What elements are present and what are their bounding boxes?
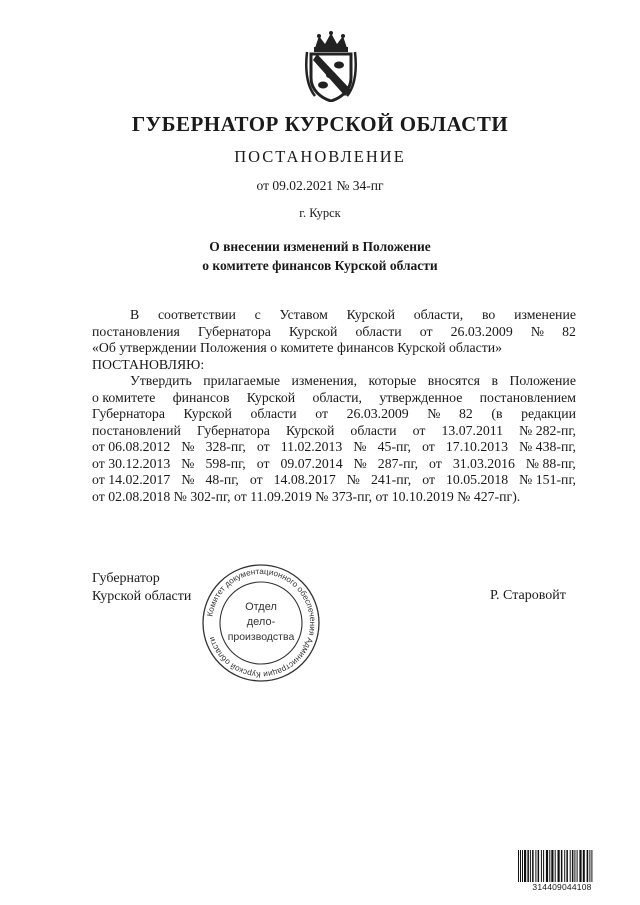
body-line	[92, 472, 576, 489]
body-word: Курской	[346, 307, 395, 322]
body-word: от	[256, 439, 270, 454]
body-word: финансов	[172, 389, 230, 405]
barcode-bar	[543, 850, 544, 882]
barcode-bar	[535, 850, 536, 882]
body-word: во	[482, 307, 496, 322]
barcode-bar	[546, 850, 548, 882]
body-word: №	[427, 406, 441, 421]
body-line	[92, 373, 576, 390]
body-word: Губернатора	[196, 422, 270, 438]
body-word: 11.02.2013	[280, 439, 343, 454]
body-line	[92, 406, 576, 423]
body-word: №	[181, 472, 195, 487]
body-word: В	[130, 307, 140, 322]
barcode-bar	[520, 850, 521, 882]
body-word: постановлением	[479, 389, 576, 405]
body-word: Курской	[289, 323, 338, 339]
barcode-bar	[527, 850, 529, 882]
body-word: с	[254, 307, 261, 322]
body-word: от	[422, 439, 435, 454]
body-word: №	[346, 472, 360, 487]
barcode-bar	[589, 850, 590, 882]
signature-position	[92, 570, 191, 606]
body-word: области,	[413, 307, 464, 322]
barcode-bar	[561, 850, 563, 882]
barcode-bar	[551, 850, 553, 882]
body-word: области	[355, 323, 402, 339]
subject-line-2: о комитете финансов Курской области	[202, 258, 438, 273]
body-word: ПОСТАНОВЛЯЮ:	[92, 356, 205, 372]
barcode-bar	[577, 850, 578, 882]
barcode-bar	[564, 850, 565, 882]
body-word: от	[422, 472, 435, 487]
issuer-title: ГУБЕРНАТОР КУРСКОЙ ОБЛАСТИ	[131, 112, 509, 136]
body-word: Утвердить	[130, 373, 192, 388]
body-word: Губернатора	[197, 323, 271, 339]
body-word: 26.03.2009	[346, 406, 409, 421]
body-word: 241-пг,	[370, 472, 412, 487]
document-subject	[0, 237, 640, 275]
barcode-bar	[541, 850, 542, 882]
signatory-name: Р. Старовойт	[490, 588, 566, 603]
body-word: 82	[459, 406, 473, 421]
body-line	[92, 423, 576, 440]
coat-of-arms-icon	[305, 30, 357, 102]
body-word: от 14.02.2017	[92, 472, 171, 487]
body-word: от	[256, 455, 270, 471]
barcode-bar	[583, 850, 585, 882]
stamp-ring-text: Комитет документационного обеспечения Администрации Курской области	[205, 566, 318, 680]
barcode-bar	[572, 850, 574, 882]
barcode-bar	[518, 850, 519, 882]
body-word: «Об утверждении Положения о комитете финансов Курской области»	[92, 340, 503, 355]
stamp-line-3: производства	[227, 631, 295, 643]
body-word: 82	[562, 323, 576, 339]
body-word: 48-пг,	[205, 472, 239, 487]
document-city: г. Курск	[299, 206, 341, 220]
barcode-bar	[566, 850, 568, 882]
paragraph-decision	[92, 373, 576, 505]
body-word: о комитете	[92, 389, 156, 405]
barcode-bar	[579, 850, 581, 882]
body-word: 26.03.2009	[450, 323, 513, 339]
body-word: (в	[491, 406, 503, 421]
body-word: № 88-пг,	[525, 455, 576, 471]
barcode-bar	[549, 850, 550, 882]
body-word: прилагаемые	[203, 373, 280, 388]
body-word: 09.07.2014	[280, 455, 343, 471]
document-date-number: от 09.02.2021 № 34-пг	[256, 178, 384, 193]
body-word: области,	[312, 389, 363, 405]
body-word: №	[353, 455, 367, 471]
body-word: редакции	[521, 406, 576, 421]
body-word: утвержденное	[379, 389, 463, 405]
body-word: от	[315, 406, 328, 421]
barcode-bar	[574, 850, 575, 882]
body-line	[92, 357, 576, 374]
body-word: постановления	[92, 323, 180, 339]
body-line	[92, 324, 576, 341]
body-word: изменения,	[291, 373, 358, 388]
document-type: ПОСТАНОВЛЕНИЕ	[234, 147, 406, 166]
body-word: №	[353, 439, 367, 454]
paragraph-preamble	[92, 307, 576, 373]
body-word: №	[181, 455, 195, 471]
barcode-bar	[524, 850, 526, 882]
body-word: № 282-пг,	[519, 422, 576, 438]
barcode-bar	[555, 850, 556, 882]
barcode-bar	[558, 850, 560, 882]
body-word: 287-пг,	[377, 455, 419, 471]
barcode-number: 314409044108	[518, 882, 606, 892]
body-word: Губернатора	[92, 406, 165, 421]
stamp-line-2: дело-	[246, 616, 276, 628]
body-line	[92, 340, 576, 357]
barcode-bar	[532, 850, 534, 882]
official-stamp	[200, 562, 322, 684]
body-word: 17.10.2013	[445, 439, 508, 454]
body-word: Курской	[285, 422, 335, 438]
body-word: от	[412, 422, 426, 438]
signature-position-line-2: Курской области	[92, 589, 192, 604]
body-word: вносятся	[427, 373, 480, 388]
signature-position-line-1: Губернатор	[92, 571, 160, 586]
barcode-bar	[530, 850, 531, 882]
barcode-bar	[538, 850, 540, 882]
body-line	[92, 456, 576, 473]
body-word: Положение	[509, 373, 576, 388]
body-word: 31.03.2016	[452, 455, 515, 471]
body-word: 13.07.2011	[441, 422, 504, 438]
body-word: от 06.08.2012	[92, 439, 171, 454]
body-word: соответствии	[157, 307, 236, 322]
body-word: постановлений	[92, 422, 181, 438]
body-word: области	[250, 406, 297, 421]
body-word: 598-пг,	[205, 455, 246, 471]
document-body	[92, 307, 576, 505]
body-word: 14.08.2017	[273, 472, 336, 487]
barcode-bar	[522, 850, 523, 882]
body-line	[92, 307, 576, 324]
body-word: в	[491, 373, 498, 388]
body-word: от	[419, 323, 433, 339]
body-word: от	[249, 472, 263, 487]
subject-line-1: О внесении изменений в Положение	[209, 239, 431, 254]
body-word: № 438-пг,	[519, 439, 576, 454]
body-word: Курской	[246, 389, 296, 405]
body-word: изменение	[514, 307, 576, 322]
body-word: №	[181, 439, 195, 454]
body-word: 45-пг,	[377, 439, 411, 454]
body-word: № 151-пг,	[519, 472, 576, 487]
stamp-line-1: Отдел	[245, 601, 277, 613]
body-line	[92, 390, 576, 407]
body-word: 10.05.2018	[446, 472, 509, 487]
barcode-bar	[591, 850, 592, 882]
body-word: №	[530, 323, 545, 339]
body-word: от 02.08.2018 № 302-пг, от 11.09.2019 № 373-пг, от 10.10.2019 № 427-пг).	[92, 488, 521, 504]
body-line	[92, 439, 576, 456]
body-word: 328-пг,	[205, 439, 246, 454]
barcode-bar	[570, 850, 571, 882]
body-word: которые	[368, 373, 417, 388]
barcode-bar	[587, 850, 589, 882]
body-word: Уставом	[279, 307, 328, 322]
body-line	[92, 489, 576, 506]
body-word: от 30.12.2013	[92, 455, 171, 471]
body-word: Курской	[183, 406, 232, 421]
body-word: области	[350, 422, 397, 438]
body-word: от	[429, 455, 442, 471]
